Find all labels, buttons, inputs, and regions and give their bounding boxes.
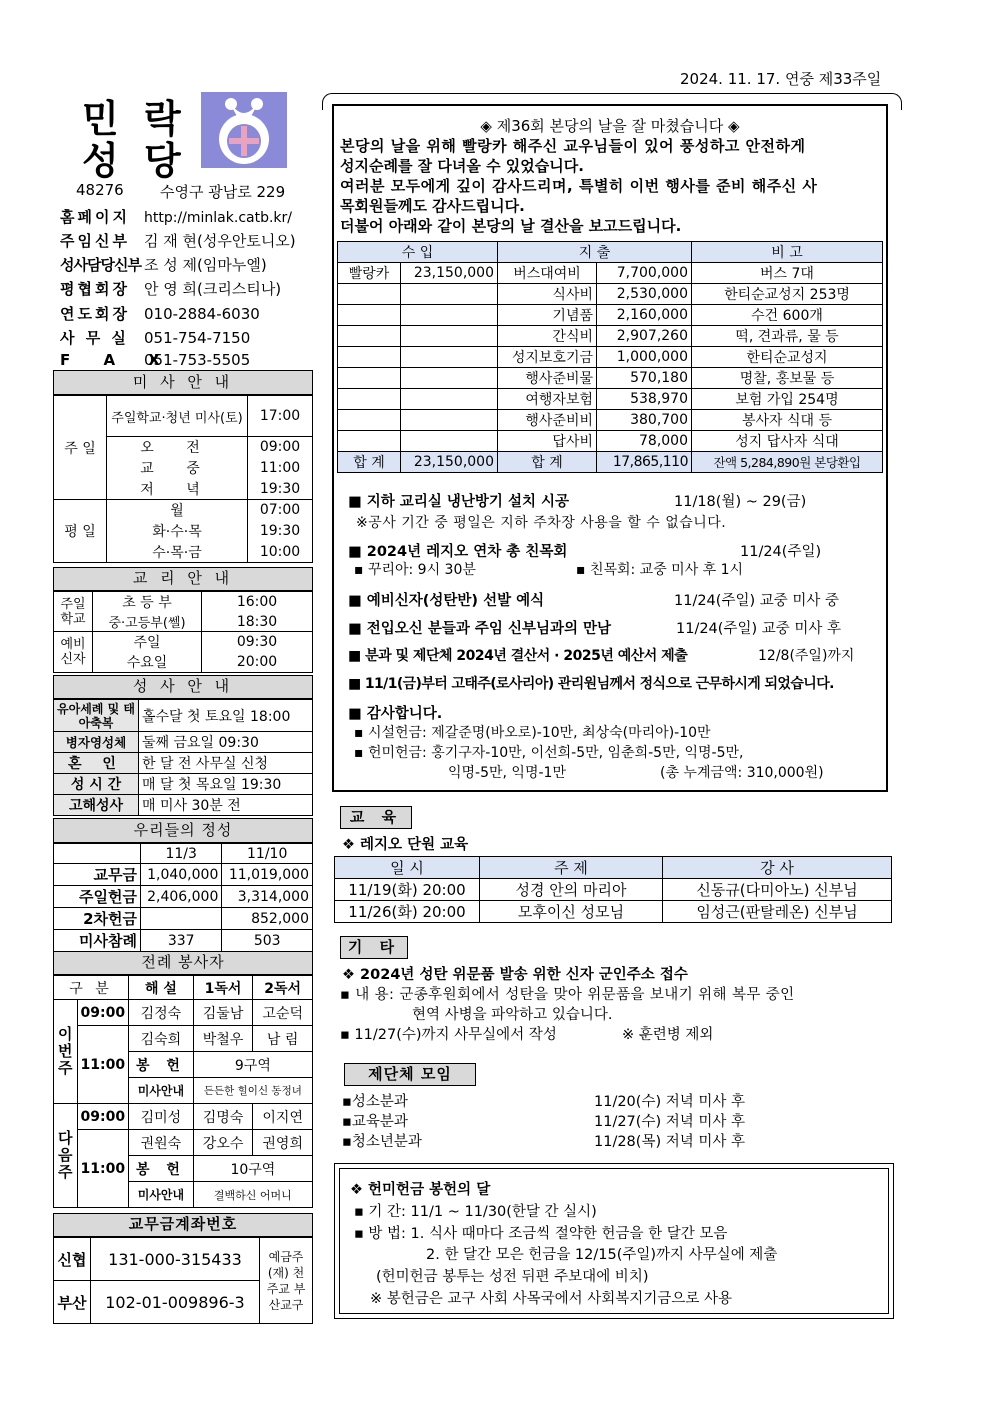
- notice-rice-1: ▪ 헌미헌금: 홍기구자-10만, 이선희-5만, 임춘희-5만, 익명-5만,: [354, 745, 744, 761]
- mass-table: 주 일 주일학교·청년 미사(토) 17:00 오 전 09:00 교 중 11:00 저 녁 19:30 평 일 월 07:00 화·수·목 19:30 수·목·금 10:00: [53, 395, 313, 563]
- pastor-row: 주임신부 김 재 현(성우안토니오): [60, 232, 296, 250]
- notice-rice-2: 익명-5만, 익명-1만: [448, 765, 566, 781]
- notice-title-4: ■ 전입오신 분들과 주임 신부님과의 만남: [348, 621, 612, 637]
- group-when-2: 11/27(수) 저녁 미사 후: [594, 1114, 745, 1130]
- etc-tag: 기 타: [340, 936, 408, 959]
- etc-line3b: ※ 훈련병 제외: [622, 1027, 714, 1043]
- rice-line5: ※ 봉헌금은 교구 사회 사목국에서 사회복지기금으로 사용: [370, 1291, 732, 1307]
- notice-title-5: ■ 분과 및 제단체 2024년 결산서 · 2025년 예산서 제출: [348, 648, 688, 664]
- sacraments-table: 유아세례 및 태아축복 홀수달 첫 토요일 18:00 병자영성체 둘째 금요일 09:30 혼 인 한 달 전 사무실 신청 성 시 간 매 달 첫 목요일 19:30 고해성사 매 미사 30분 전: [53, 699, 313, 816]
- notice-detail-5: 12/8(주일)까지: [758, 648, 855, 664]
- rice-line2: ▪ 방 법: 1. 식사 때마다 조금씩 절약한 헌금을 한 달간 모음: [354, 1226, 728, 1242]
- notice-note-1: ※공사 기간 중 평일은 지하 주차장 사용을 할 수 없습니다.: [356, 515, 727, 531]
- servers-table: 구 분 해 설 1독서 2독서 이번주 09:00 김정숙 김둘남 고순덕 11:00 김숙희 박철우 남 림 봉 헌 9구역 미사안내 든든한 힐이신 동정녀 다음주 09:00 김미성 김명숙 이지연 11:00 권원숙 강오수 권영희 봉 헌 10구역 미사안내 결백하신 어머니: [53, 975, 313, 1208]
- groups-tag: 제단체 모임: [344, 1063, 476, 1086]
- feast-paragraph: 본당의 날을 위해 빨랑카 해주신 교우님들이 있어 풍성하고 안전하게 성지순례를 잘 다녀올 수 있었습니다. 여러분 모두에게 깊이 감사드리며, 특별히 이번 행사를 준비 해주신 사 목회원들께도 감사드립니다. 더불어 아래와 같이 본당의 날 결산을 보고드립니다.: [340, 137, 818, 235]
- education-subtitle: ❖ 레지오 단원 교육: [342, 837, 469, 853]
- notice-title-3: ■ 예비신자(성탄반) 선발 예식: [348, 593, 545, 609]
- notice-detail-2: 11/24(주일): [740, 544, 822, 560]
- notice-title-7: ■ 감사합니다.: [348, 706, 443, 722]
- accounts-title: 교무금계좌번호: [53, 1213, 313, 1237]
- etc-line3: ▪ 11/27(수)까지 사무실에서 작성: [340, 1027, 557, 1043]
- group-when-3: 11/28(목) 저녁 미사 후: [594, 1134, 745, 1150]
- notice-sub-2b: ▪ 친목회: 교중 미사 후 1시: [576, 562, 744, 578]
- notice-detail-3: 11/24(주일) 교중 미사 중: [674, 593, 839, 609]
- rice-line1: ▪ 기 간: 11/1 ~ 11/30(한달 간 실시): [354, 1204, 597, 1220]
- address: 수영구 광남로 229: [160, 183, 286, 201]
- group-when-1: 11/20(수) 저녁 미사 후: [594, 1094, 745, 1110]
- notice-rice-total: (총 누계금액: 310,000원): [660, 765, 824, 781]
- parish-logo: [201, 92, 287, 168]
- notice-title-2: ■ 2024년 레지오 연차 총 친목회: [348, 544, 568, 560]
- notice-title-1: ■ 지하 교리실 냉난방기 설치 시공: [348, 494, 570, 510]
- education-tag: 교 육: [340, 806, 412, 829]
- parish-name-1: 민 락: [82, 96, 187, 141]
- postcode: 48276: [76, 181, 124, 199]
- homepage-row: 홈페이지 http://minlak.catb.kr/: [60, 208, 292, 226]
- settlement-table: 수 입 지 출 비 고 빨랑카 23,150,000 버스대여비 7,700,000 버스 7대 식사비 2,530,000 한티순교성지 253명 기념품 2,160,000 수건 600개 간식비 2,907,260 떡, 견과류, 물 등 성지보호기금 1,000,000 한티순교성지 행사준비물 570,180 명찰, 홍보물 등 여행자보험 538,970 보험 가입 254명 행사준비비 380,700 봉사자 식대 등 답사비 78,000 성지 답사자 식대 합 계 23,150,000 합 계 17,865,110 잔액 5,284,890원 본당환입: [337, 241, 883, 473]
- notice-title-6: ■ 11/1(금)부터 고태주(로사리아) 관리원님께서 정식으로 근무하시게 되었습니다.: [348, 676, 834, 692]
- group-name-1: ▪성소분과: [342, 1094, 408, 1110]
- feast-title: ◈ 제36회 본당의 날을 잘 마쳤습니다 ◈: [480, 117, 740, 135]
- fax-row: F A X051-753-5505: [60, 351, 251, 369]
- confessor-row: 성사담당신부 조 성 제(임마누엘): [60, 256, 267, 274]
- offering-table: 11/3 11/10 교무금 1,040,000 11,019,000 주일헌금 2,406,000 3,314,000 2차헌금 852,000 미사참례 337 503: [53, 843, 313, 952]
- accounts-table: 신협 131-000-315433 예금주 (재) 천주교 부산교구 부산 102-01-009896-3: [53, 1237, 313, 1324]
- rice-line3: 2. 한 달간 모은 헌금을 12/15(주일)까지 사무실에 제출: [426, 1247, 778, 1263]
- notice-facility: ▪ 시설헌금: 제갈준명(바오로)-10만, 최상숙(마리아)-10만: [354, 725, 711, 741]
- etc-line2: 현역 사병을 파악하고 있습니다.: [412, 1007, 613, 1023]
- catechism-title: 교 리 안 내: [53, 567, 313, 591]
- education-table: 일 시 주 제 강 사 11/19(화) 20:00 성경 안의 마리아 신동규(다미아노) 신부님 11/26(화) 20:00 모후이신 성모님 임성근(판탈레온) 신부님: [334, 856, 892, 923]
- office-row: 사 무 실 051-754-7150: [60, 329, 251, 347]
- notice-detail-4: 11/24(주일) 교중 미사 후: [676, 621, 841, 637]
- sacraments-title: 성 사 안 내: [53, 675, 313, 699]
- funeral-row: 연도회장 010-2884-6030: [60, 305, 260, 323]
- etc-subtitle: ❖ 2024년 성탄 위문품 발송 위한 신자 군인주소 접수: [342, 967, 688, 983]
- group-name-3: ▪청소년분과: [342, 1134, 422, 1150]
- notice-detail-1: 11/18(월) ~ 29(금): [674, 494, 807, 510]
- parish-name-2: 성 당: [82, 138, 187, 183]
- rice-title: ❖ 헌미헌금 봉헌의 달: [350, 1182, 491, 1198]
- etc-line1: ▪ 내 용: 군종후원회에서 성탄을 맞아 위문품을 보내기 위해 복무 중인: [340, 987, 795, 1003]
- offering-title: 우리들의 정성: [53, 818, 313, 843]
- mass-title: 미 사 안 내: [53, 370, 313, 395]
- homepage-link[interactable]: http://minlak.catb.kr/: [144, 210, 292, 226]
- rice-line4: (헌미헌금 봉투는 성전 뒤편 주보대에 비치): [376, 1269, 649, 1285]
- notice-sub-2a: ▪ 꾸리아: 9시 30분: [354, 562, 476, 578]
- group-name-2: ▪교육분과: [342, 1114, 408, 1130]
- council-row: 평협회장 안 영 희(크리스티나): [60, 280, 282, 298]
- servers-title: 전례 봉사자: [53, 951, 313, 975]
- date-line: 2024. 11. 17. 연중 제33주일: [680, 70, 882, 88]
- catechism-table: 주일학교 초 등 부 16:00 중·고등부(쎌) 18:30 예비신자 주일 09:30 수요일 20:00: [53, 591, 313, 673]
